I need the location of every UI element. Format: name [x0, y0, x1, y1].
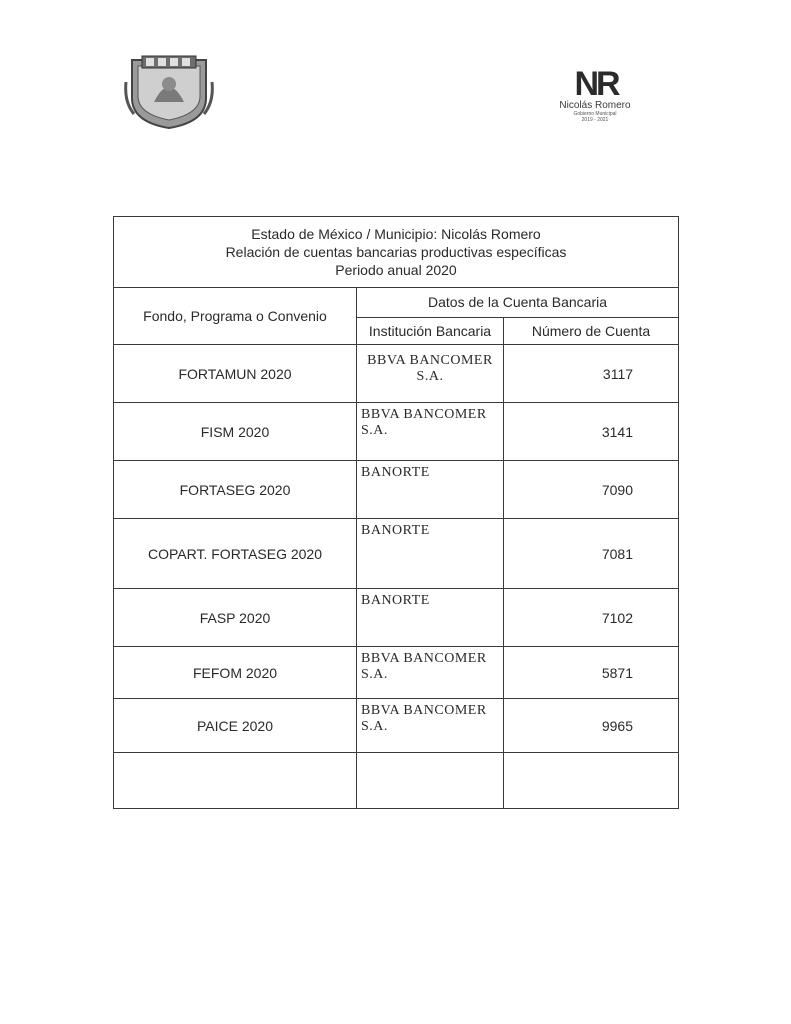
table-row-empty [114, 753, 679, 809]
row-fondo: FORTAMUN 2020 [114, 345, 357, 403]
row-fondo: FISM 2020 [114, 403, 357, 461]
nr-logo-mark: NR [574, 65, 618, 103]
table-title [114, 217, 679, 288]
row-numero: 5871 [504, 647, 679, 699]
bank-accounts-table [113, 216, 679, 809]
row-institucion: BBVA BANCOMER S.A. [357, 699, 504, 753]
row-numero: 9965 [504, 699, 679, 753]
title-line-period: Periodo anual 2020 [335, 262, 457, 278]
row-numero: 7081 [504, 519, 679, 589]
header-datos-cuenta: Datos de la Cuenta Bancaria [357, 288, 679, 318]
nr-logo-tagline: Gobierno Municipal [573, 111, 617, 117]
table-row [114, 589, 679, 647]
empty-cell [504, 753, 679, 809]
row-fondo: COPART. FORTASEG 2020 [114, 519, 357, 589]
row-institucion: BANORTE [357, 461, 504, 519]
table-row [114, 519, 679, 589]
row-institucion: BBVA BANCOMER S.A. [357, 647, 504, 699]
table-row [114, 403, 679, 461]
title-line-description: Relación de cuentas bancarias productivas específicas [225, 244, 567, 260]
row-fondo: FEFOM 2020 [114, 647, 357, 699]
nr-logo-name: Nicolás Romero [559, 100, 631, 111]
row-institucion: BANORTE [357, 519, 504, 589]
row-numero: 7090 [504, 461, 679, 519]
row-institucion: BBVA BANCOMER S.A. [357, 345, 504, 403]
empty-cell [357, 753, 504, 809]
table-row [114, 345, 679, 403]
header-institucion: Institución Bancaria [357, 317, 504, 344]
row-fondo: FASP 2020 [114, 589, 357, 647]
nicolas-romero-logo [552, 66, 638, 128]
table-row [114, 647, 679, 699]
table-row [114, 699, 679, 753]
table-row [114, 461, 679, 519]
row-fondo: PAICE 2020 [114, 699, 357, 753]
title-line-state: Estado de México / Municipio: Nicolás Romero [251, 226, 541, 242]
row-numero: 3141 [504, 403, 679, 461]
row-institucion: BBVA BANCOMER S.A. [357, 403, 504, 461]
municipal-seal-logo [124, 52, 214, 130]
empty-cell [114, 753, 357, 809]
row-numero: 7102 [504, 589, 679, 647]
row-fondo: FORTASEG 2020 [114, 461, 357, 519]
header-numero-cuenta: Número de Cuenta [504, 317, 679, 344]
row-numero: 3117 [504, 345, 679, 403]
row-institucion: BANORTE [357, 589, 504, 647]
nr-logo-years: 2019 - 2021 [581, 117, 609, 123]
header-fondo: Fondo, Programa o Convenio [114, 288, 357, 345]
